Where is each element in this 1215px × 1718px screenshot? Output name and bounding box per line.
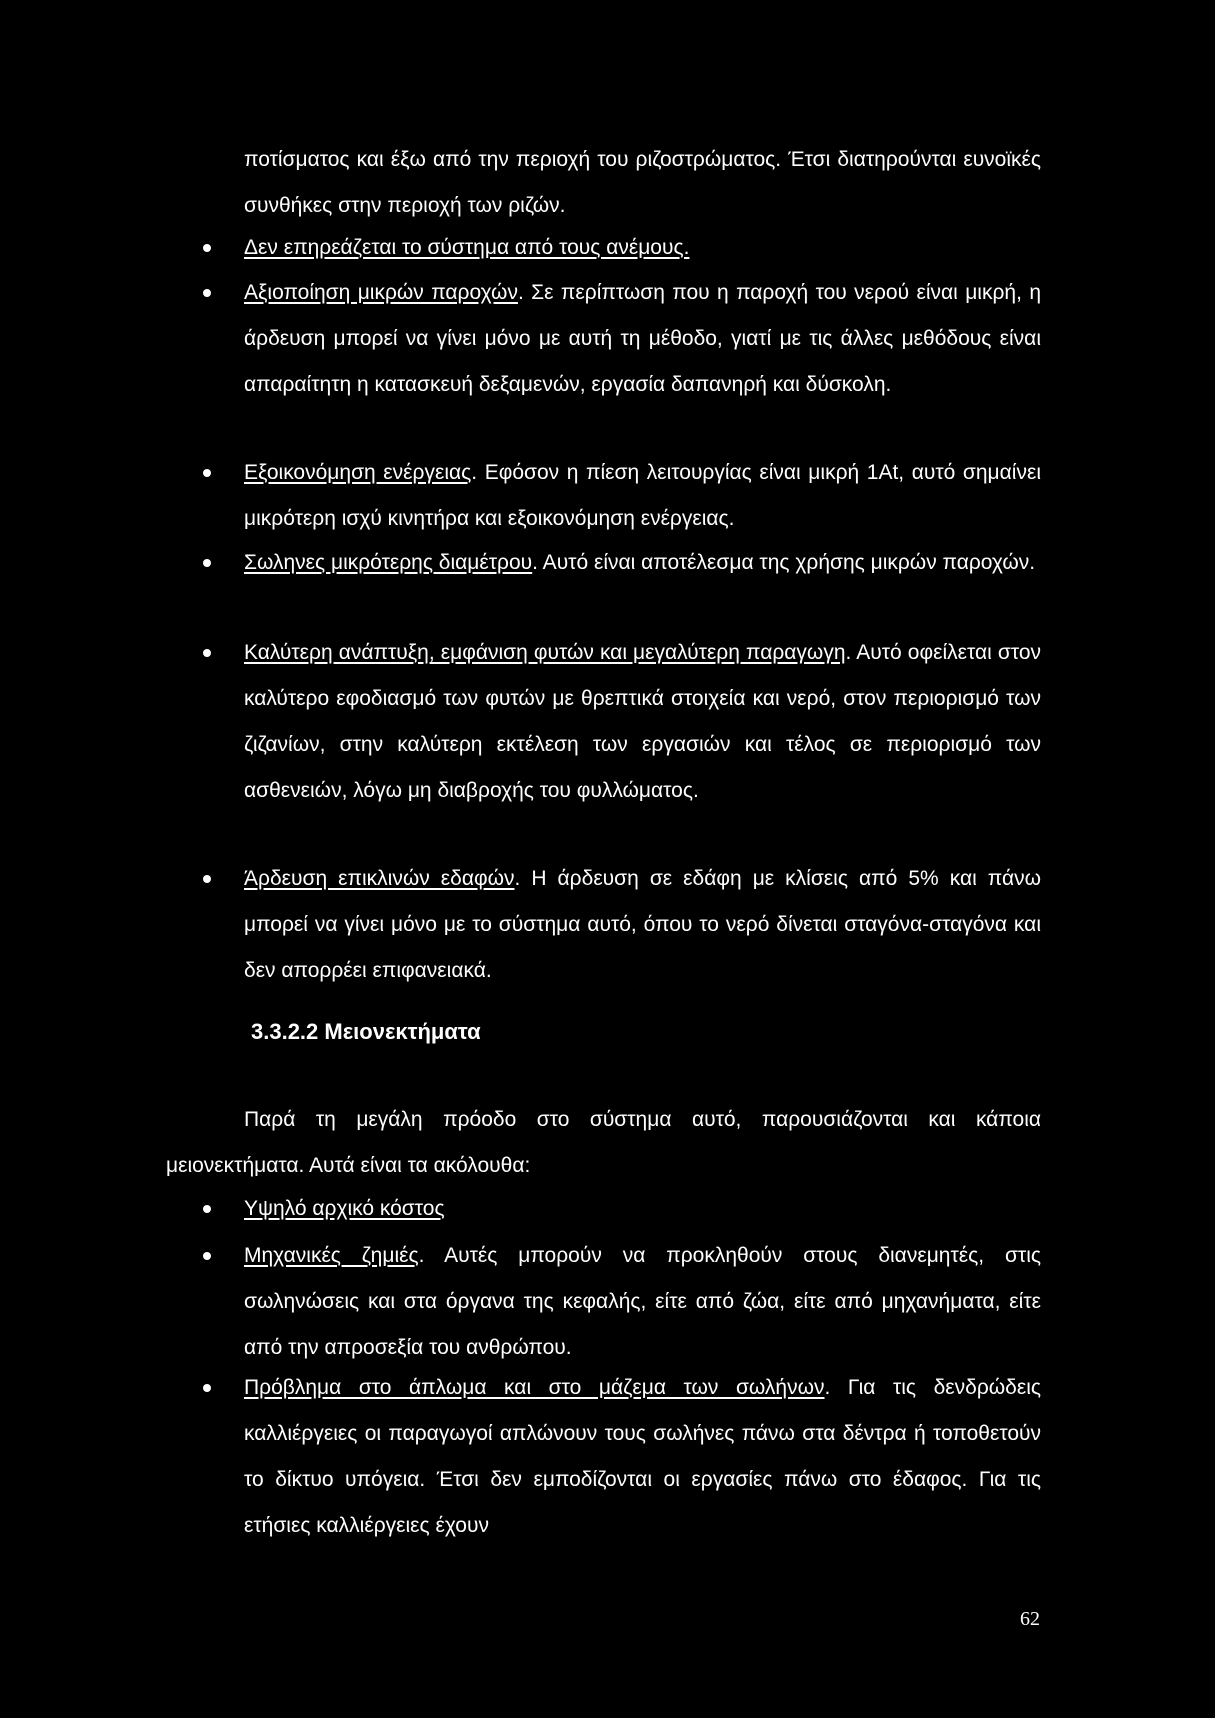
item-title: Σωληνες μικρότερης διαμέτρου (244, 551, 533, 574)
item-title: Εξοικονόμηση ενέργειας (244, 461, 472, 484)
bullet-icon (203, 875, 211, 883)
item-title: Μηχανικές ζημιές (244, 1244, 419, 1267)
section-heading: 3.3.2.2 Μειονεκτήματα (251, 1019, 481, 1044)
bullet-icon (203, 1205, 211, 1213)
bullet-icon (203, 244, 211, 252)
item-title: Πρόβλημα στο άπλωμα και στο μάζεμα των σωλήνων (244, 1376, 825, 1399)
item-title: Αξιοποίηση μικρών παροχών (244, 281, 518, 304)
item-text: . Αυτές μπορούν να προκληθούν στους διανεμητές, στις σωληνώσεις και στα όργανα της κεφαλής, είτε από ζώα, είτε από μηχανήματα, είτε από την απροσεξία του ανθρώπου. (244, 1244, 1041, 1359)
bullet-icon (203, 559, 211, 567)
bullet-icon (203, 649, 211, 657)
item-title: Υψηλό αρχικό κόστος (244, 1197, 445, 1220)
item-title: Δεν επηρεάζεται το σύστημα από τους ανέμους. (244, 236, 690, 259)
item-title: Άρδευση επικλινών εδαφών (244, 867, 515, 890)
item-text: . Η άρδευση σε εδάφη με κλίσεις από 5% και πάνω μπορεί να γίνει μόνο με το σύστημα αυτό, όπου το νερό δίνεται σταγόνα-σταγόνα και δεν απορρέει επιφανειακά. (244, 867, 1042, 982)
item-text: . Αυτό είναι αποτέλεσμα της χρήσης μικρών παροχών. (532, 551, 1036, 574)
item-text: . Σε περίπτωση που η παροχή του νερού είναι μικρή, η άρδευση μπορεί να γίνει μόνο με αυτή τη μέθοδο, γιατί με τις άλλες μεθόδους είναι απαραίτητη η κατασκευή δεξαμενών, εργασία δαπανηρή και δύσκολη. (244, 281, 1041, 396)
item-title: Καλύτερη ανάπτυξη, εμφάνιση φυτών και μεγαλύτερη παραγωγη (244, 641, 846, 664)
item-text: . Αυτό οφείλεται στον καλύτερο εφοδιασμό των φυτών με θρεπτικά στοιχεία και νερό, στον περιορισμό των ζιζανίων, στην καλύτερη εκτέλεση των εργασιών και τέλος σε περιορισμό των ασθενειών, λόγω μη διαβροχής του φυλλώματος. (244, 641, 1041, 802)
disadvantages-intro: Παρά τη μεγάλη πρόοδο στο σύστημα αυτό, παρουσιάζονται και κάποια μειονεκτήματα. Αυτά είναι τα ακόλουθα: (166, 1108, 1041, 1177)
intro-continuation: ποτίσματος και έξω από την περιοχή του ριζοστρώματος. Έτσι διατηρούνται ευνοϊκές συνθήκες στην περιοχή των ριζών. (244, 148, 1041, 217)
bullet-icon (203, 289, 211, 297)
page-number: 62 (1020, 1608, 1040, 1630)
bullet-icon (203, 1384, 211, 1392)
item-text: . Εφόσον η πίεση λειτουργίας είναι μικρή 1At, αυτό σημαίνει μικρότερη ισχύ κινητήρα και εξοικονόμηση ενέργειας. (244, 461, 1041, 530)
bullet-icon (203, 469, 211, 477)
item-text: . Για τις δενδρώδεις καλλιέργειες οι παραγωγοί απλώνουν τους σωλήνες πάνω στα δέντρα ή τοποθετούν το δίκτυο υπόγεια. Έτσι δεν εμποδίζονται οι εργασίες πάνω στο έδαφος. Για τις ετήσιες καλλιέργειες έχουν (244, 1376, 1042, 1537)
bullet-icon (203, 1252, 211, 1260)
